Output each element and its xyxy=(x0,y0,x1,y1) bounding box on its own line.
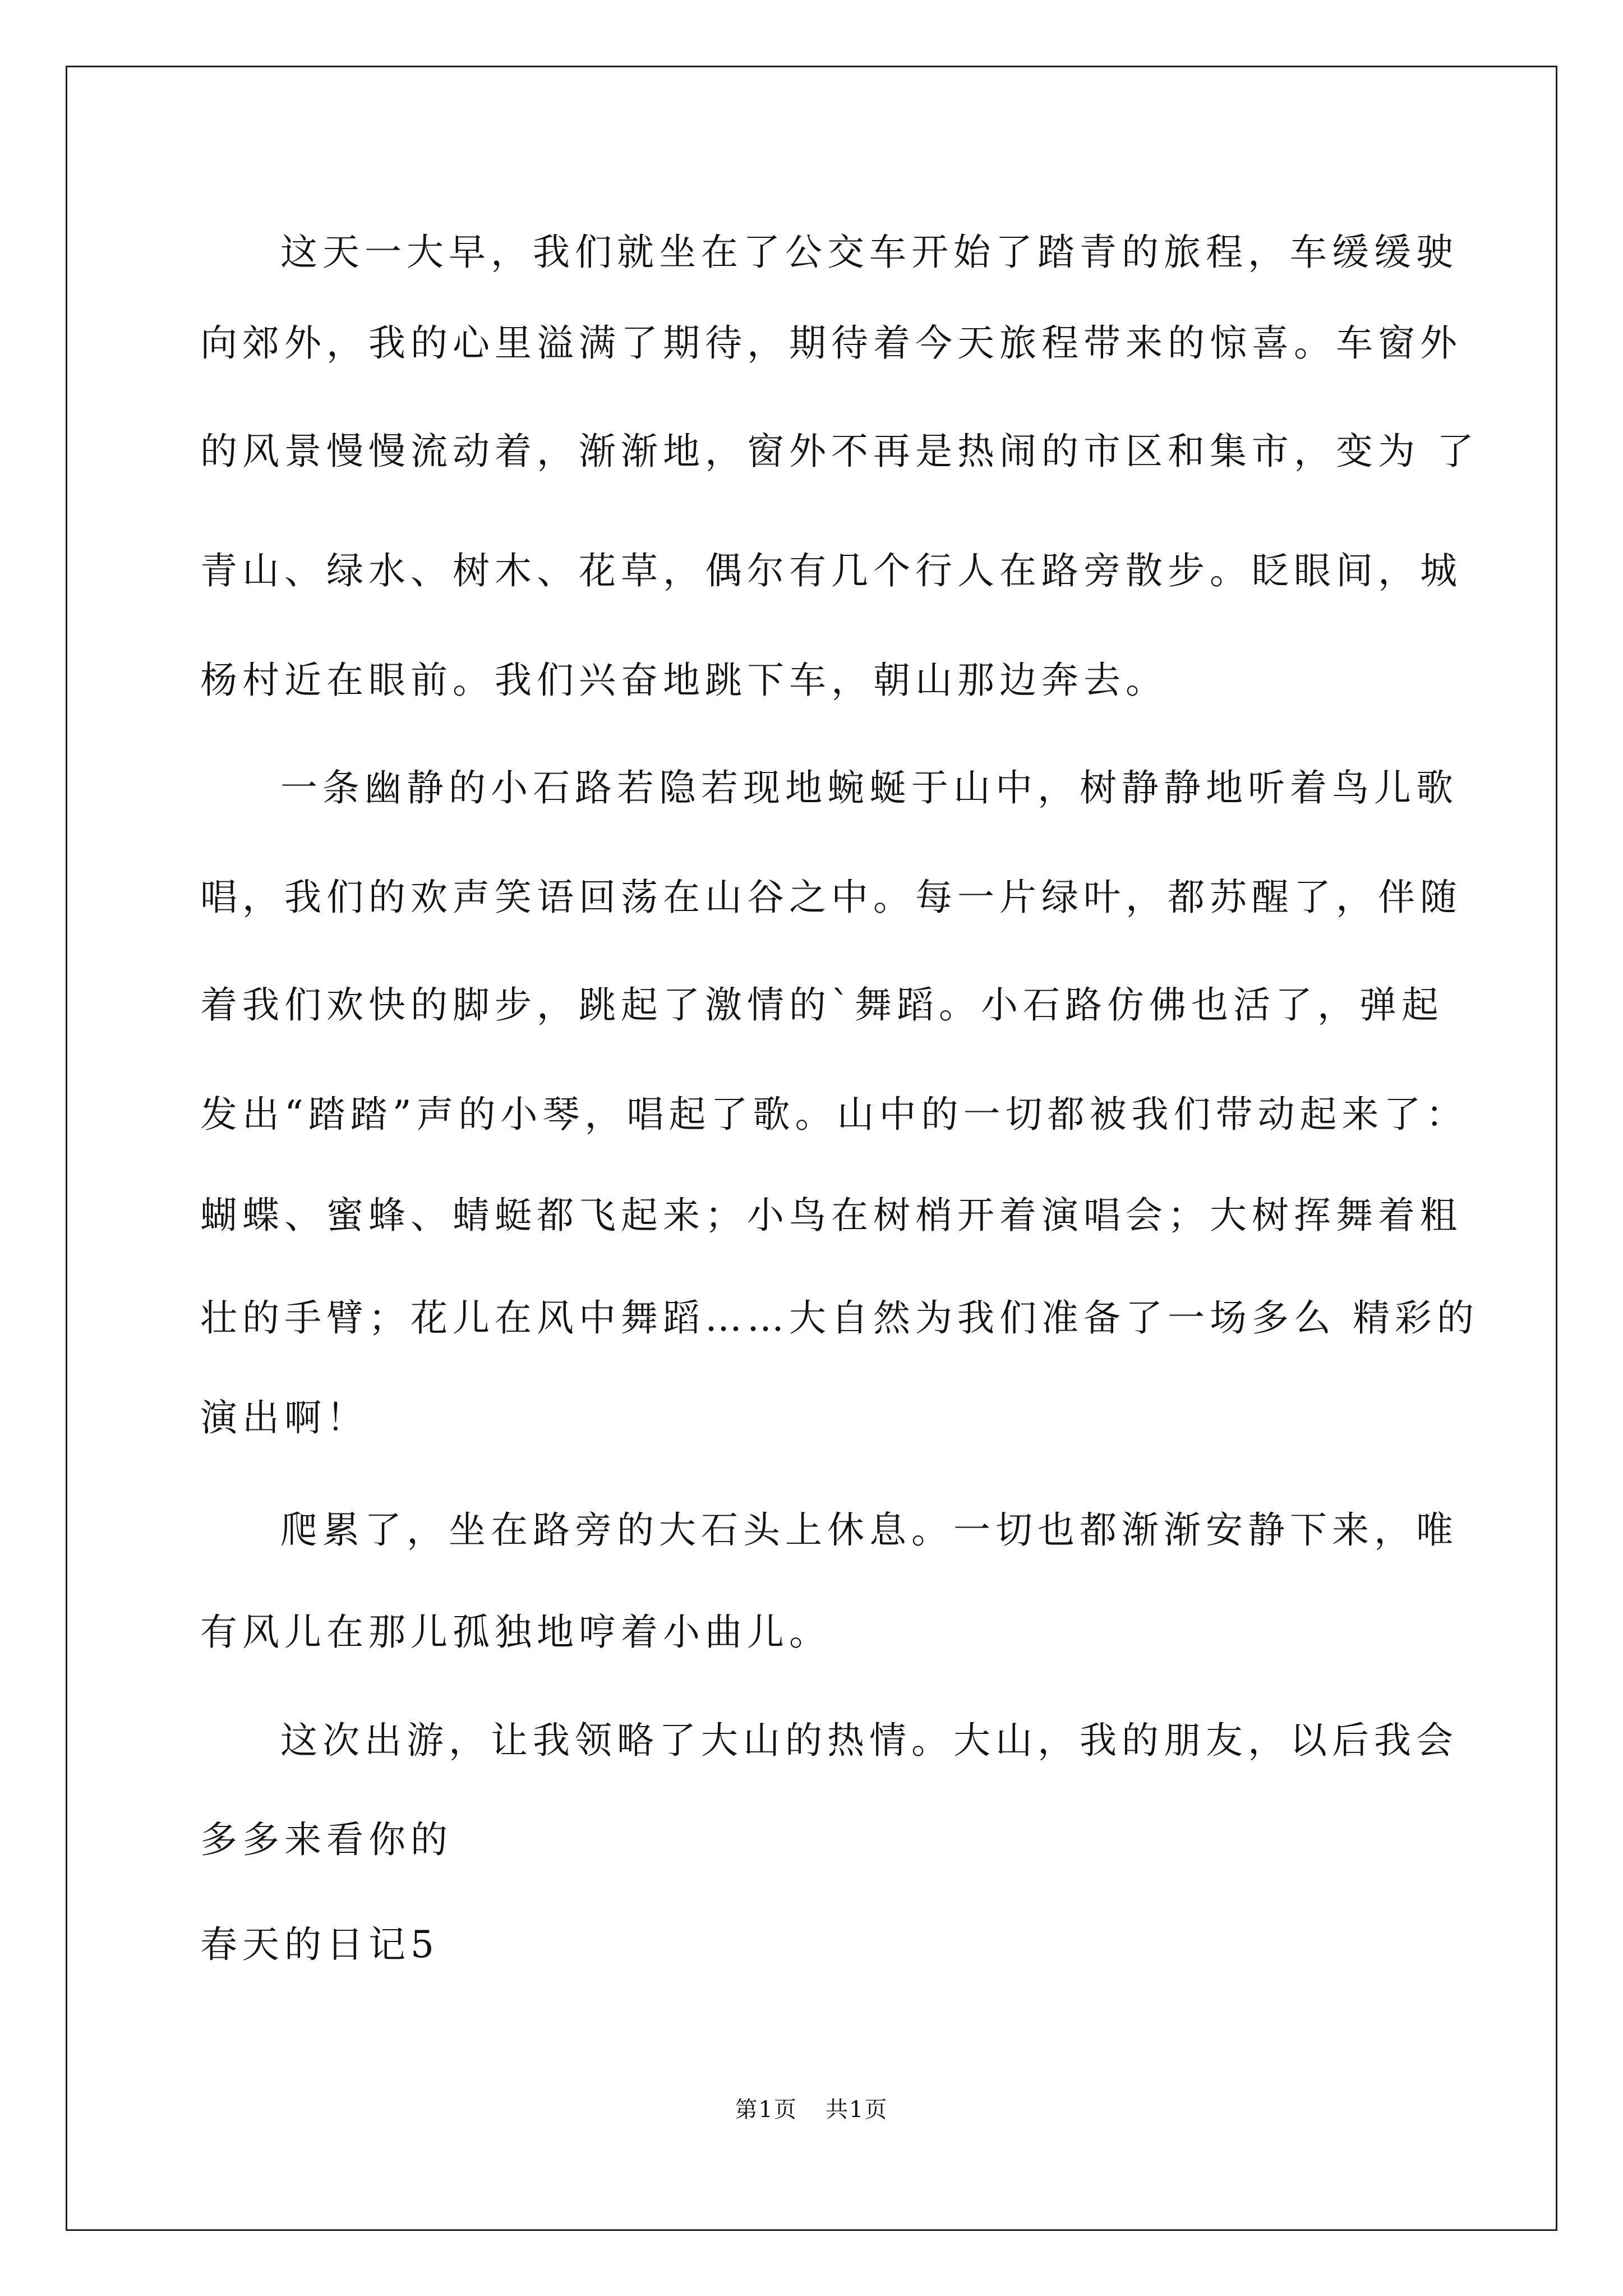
page-number: 第1页 xyxy=(735,2097,797,2123)
paragraph-2-line-4: 发出“踏踏”声的小琴，唱起了歌。山中的一切都被我们带动起来了： xyxy=(200,1093,1468,1136)
paragraph-4-line-1: 这次出游，让我领略了大山的热情。大山，我的朋友，以后我会 xyxy=(280,1719,1458,1762)
paragraph-3-line-2: 有风儿在那儿孤独地哼着小曲儿。 xyxy=(200,1611,831,1654)
paragraph-2-line-7: 演出啊！ xyxy=(200,1396,368,1439)
paragraph-2-line-6: 壮的手臂；花儿在风中舞蹈……大自然为我们准备了一场多么 精彩的 xyxy=(200,1296,1479,1340)
paragraph-1-line-1: 这天一大早，我们就坐在了公交车开始了踏青的旅程，车缓缓驶 xyxy=(280,231,1458,274)
page-border xyxy=(66,66,1557,2231)
paragraph-2-line-3: 着我们欢快的脚步，跳起了激情的`舞蹈。小石路仿佛也活了，弹起 xyxy=(200,983,1444,1027)
paragraph-2-line-2: 唱，我们的欢声笑语回荡在山谷之中。每一片绿叶，都苏醒了，伴随 xyxy=(200,876,1462,919)
paragraph-2-line-1: 一条幽静的小石路若隐若现地蜿蜒于山中，树静静地听着鸟儿歌 xyxy=(280,766,1458,809)
paragraph-1-line-2: 向郊外，我的心里溢满了期待，期待着今天旅程带来的惊喜。车窗外 xyxy=(200,321,1462,365)
paragraph-4-line-2: 多多来看你的 xyxy=(200,1818,453,1861)
section-heading: 春天的日记5 xyxy=(200,1923,439,1966)
paragraph-2-line-5: 蝴蝶、蜜蜂、蜻蜓都飞起来；小鸟在树梢开着演唱会；大树挥舞着粗 xyxy=(200,1194,1462,1237)
page-footer xyxy=(0,2096,1623,2124)
paragraph-3-line-1: 爬累了，坐在路旁的大石头上休息。一切也都渐渐安静下来，唯 xyxy=(280,1508,1458,1552)
page-total: 共1页 xyxy=(826,2097,888,2123)
paragraph-1-line-5: 杨村近在眼前。我们兴奋地跳下车，朝山那边奔去。 xyxy=(200,659,1168,702)
paragraph-1-line-4: 青山、绿水、树木、花草，偶尔有几个行人在路旁散步。眨眼间，城 xyxy=(200,549,1462,592)
paragraph-1-line-3: 的风景慢慢流动着，渐渐地，窗外不再是热闹的市区和集市，变为 了 xyxy=(200,430,1479,473)
